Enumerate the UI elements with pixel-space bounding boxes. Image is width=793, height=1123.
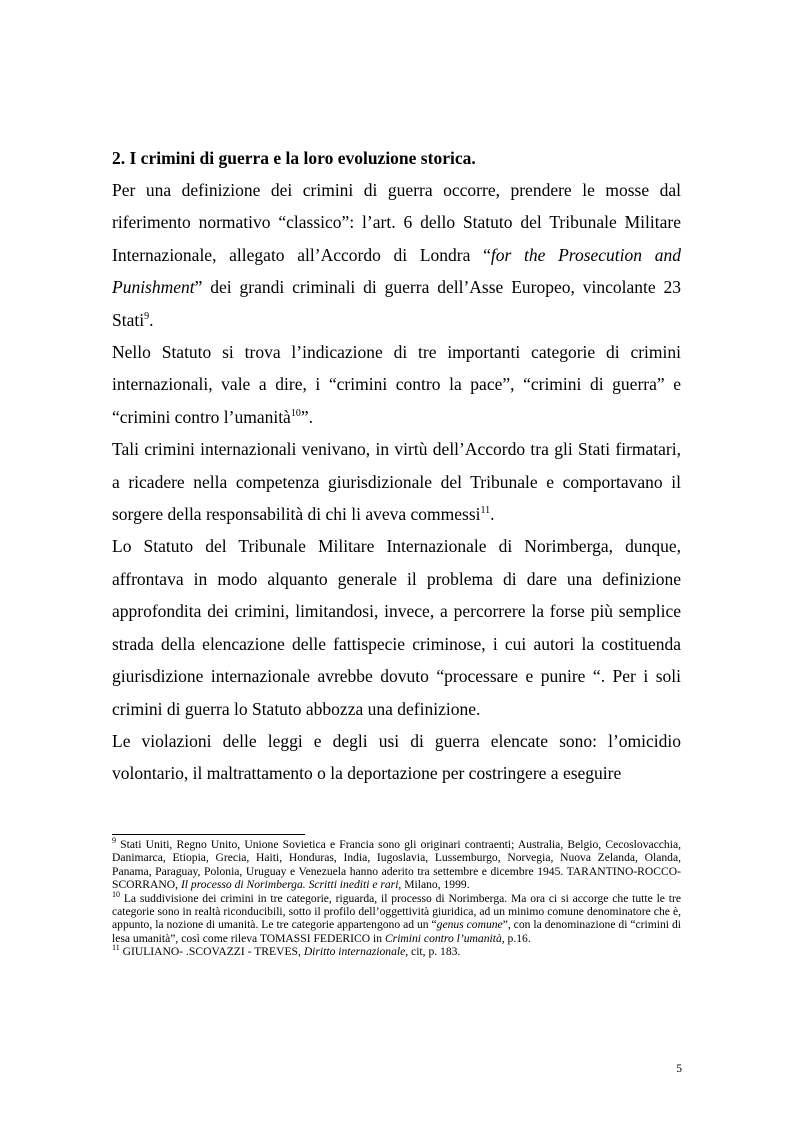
text-run: Tali crimini internazionali venivano, in virtù dell’Accordo tra gli Stati firmatari, a ricadere nella competenza giurisdizionale del Tribunale e comportavano il sorgere della responsabilità di chi li aveva commessi [112,439,681,525]
text-run: cit, p. 183. [408,945,461,959]
paragraph-violations: Le violazioni delle leggi e degli usi di guerra elencate sono: l’omicidio volontario, il maltrattamento o la deportazione per costringere a eseguire [112,730,681,784]
italic-run: for the Prosecution and Punishment [112,244,681,298]
paragraph-crime-categories [112,336,681,433]
text-run: , Milano, 1999. [398,878,470,892]
paragraph-statute-definition [112,174,681,336]
footnote-ref-10[interactable]: 10 [290,408,301,420]
text-run: Per una definizione dei crimini di guerra occorre, prendere le mosse dal riferimento normativo “classico”: l’art. 6 dello Statuto del Tribunale Militare Internazionale, allegato all’Accordo di Londra “ [112,180,681,265]
footnotes [112,838,681,959]
footnote-9 [112,838,681,892]
footnote-number: 11 [112,943,120,953]
text-run: Stati Uniti, Regno Unito, Unione Sovietica e Francia sono gli originari contraenti; Australia, Belgio, Cecoslovacchia, Danimarca, Etiopia, Grecia, Haiti, Honduras, India, Iugoslavia, Lussemburgo, Norvegia, Nuova Zelanda, Olanda, Panama, Paraguay, Polonia, Uruguay e Venezuela hanno aderito tra settembre e dicembre 1945. TARANTINO-ROCCO-SCORRANO, [112,838,681,892]
text-run: . [149,309,154,330]
text-run: Nello Statuto si trova l’indicazione di tre importanti categorie di crimini internazionali, vale a dire, i “crimini contro la pace”, “crimini di guerra” e “crimini contro l’umanità [112,342,681,427]
paragraph-jurisdiction [112,433,681,530]
text-run: ”, con la denominazione di “crimini di lesa umanità”, così come rileva TOMASSI FEDERICO in [112,918,681,945]
italic-run: genus comune [436,918,503,932]
text-run: ” dei grandi criminali di guerra dell’Asse Europeo, vincolante 23 Stati [112,277,681,330]
italic-run: Il processo di Norimberga. Scritti inediti e rari [180,878,399,892]
footnote-ref-9[interactable]: 9 [144,310,150,322]
text-run: La suddivisione dei crimini in tre categorie, riguarda, il processo di Norimberga. Ma ora ci si accorge che tutte le tre categorie sono in realtà riconducibili, sotto il profilo dell’oggettività giuridica, ad un minimo comune denominatore che è, appunto, la nozione di umanità. Le tre categorie appartengono ad un “ [112,891,681,932]
footnote-ref-11[interactable]: 11 [480,505,491,517]
paragraph-nuremberg-statute: Lo Statuto del Tribunale Militare Internazionale di Norimberga, dunque, affrontava in modo alquanto generale il problema di dare una definizione approfondita dei crimini, limitandosi, invece, a percorrere la forse più semplice strada della elencazione delle fattispecie criminose, i cui autori la costituenda giurisdizione internazionale avrebbe dovuto “processare e punire “. Per i soli crimini di guerra lo Statuto abbozza una definizione. [112,536,681,719]
footnote-number: 9 [112,836,116,846]
text-run: ”. [300,406,313,427]
text-run: . [490,504,495,525]
text-run: p.16. [504,931,531,945]
text-run: GIULIANO- .SCOVAZZI - TREVES, [119,945,304,959]
page-number: 5 [676,1062,682,1075]
italic-run: Diritto internazionale, [303,945,409,959]
footnote-11 [112,945,681,958]
footnote-separator [112,834,305,835]
italic-run: Crimini contro l’umanità, [384,931,505,945]
footnote-10 [112,889,681,946]
footnote-number: 10 [112,889,120,899]
body-text [112,174,681,790]
section-heading: 2. I crimini di guerra e la loro evoluzione storica. [112,148,476,168]
